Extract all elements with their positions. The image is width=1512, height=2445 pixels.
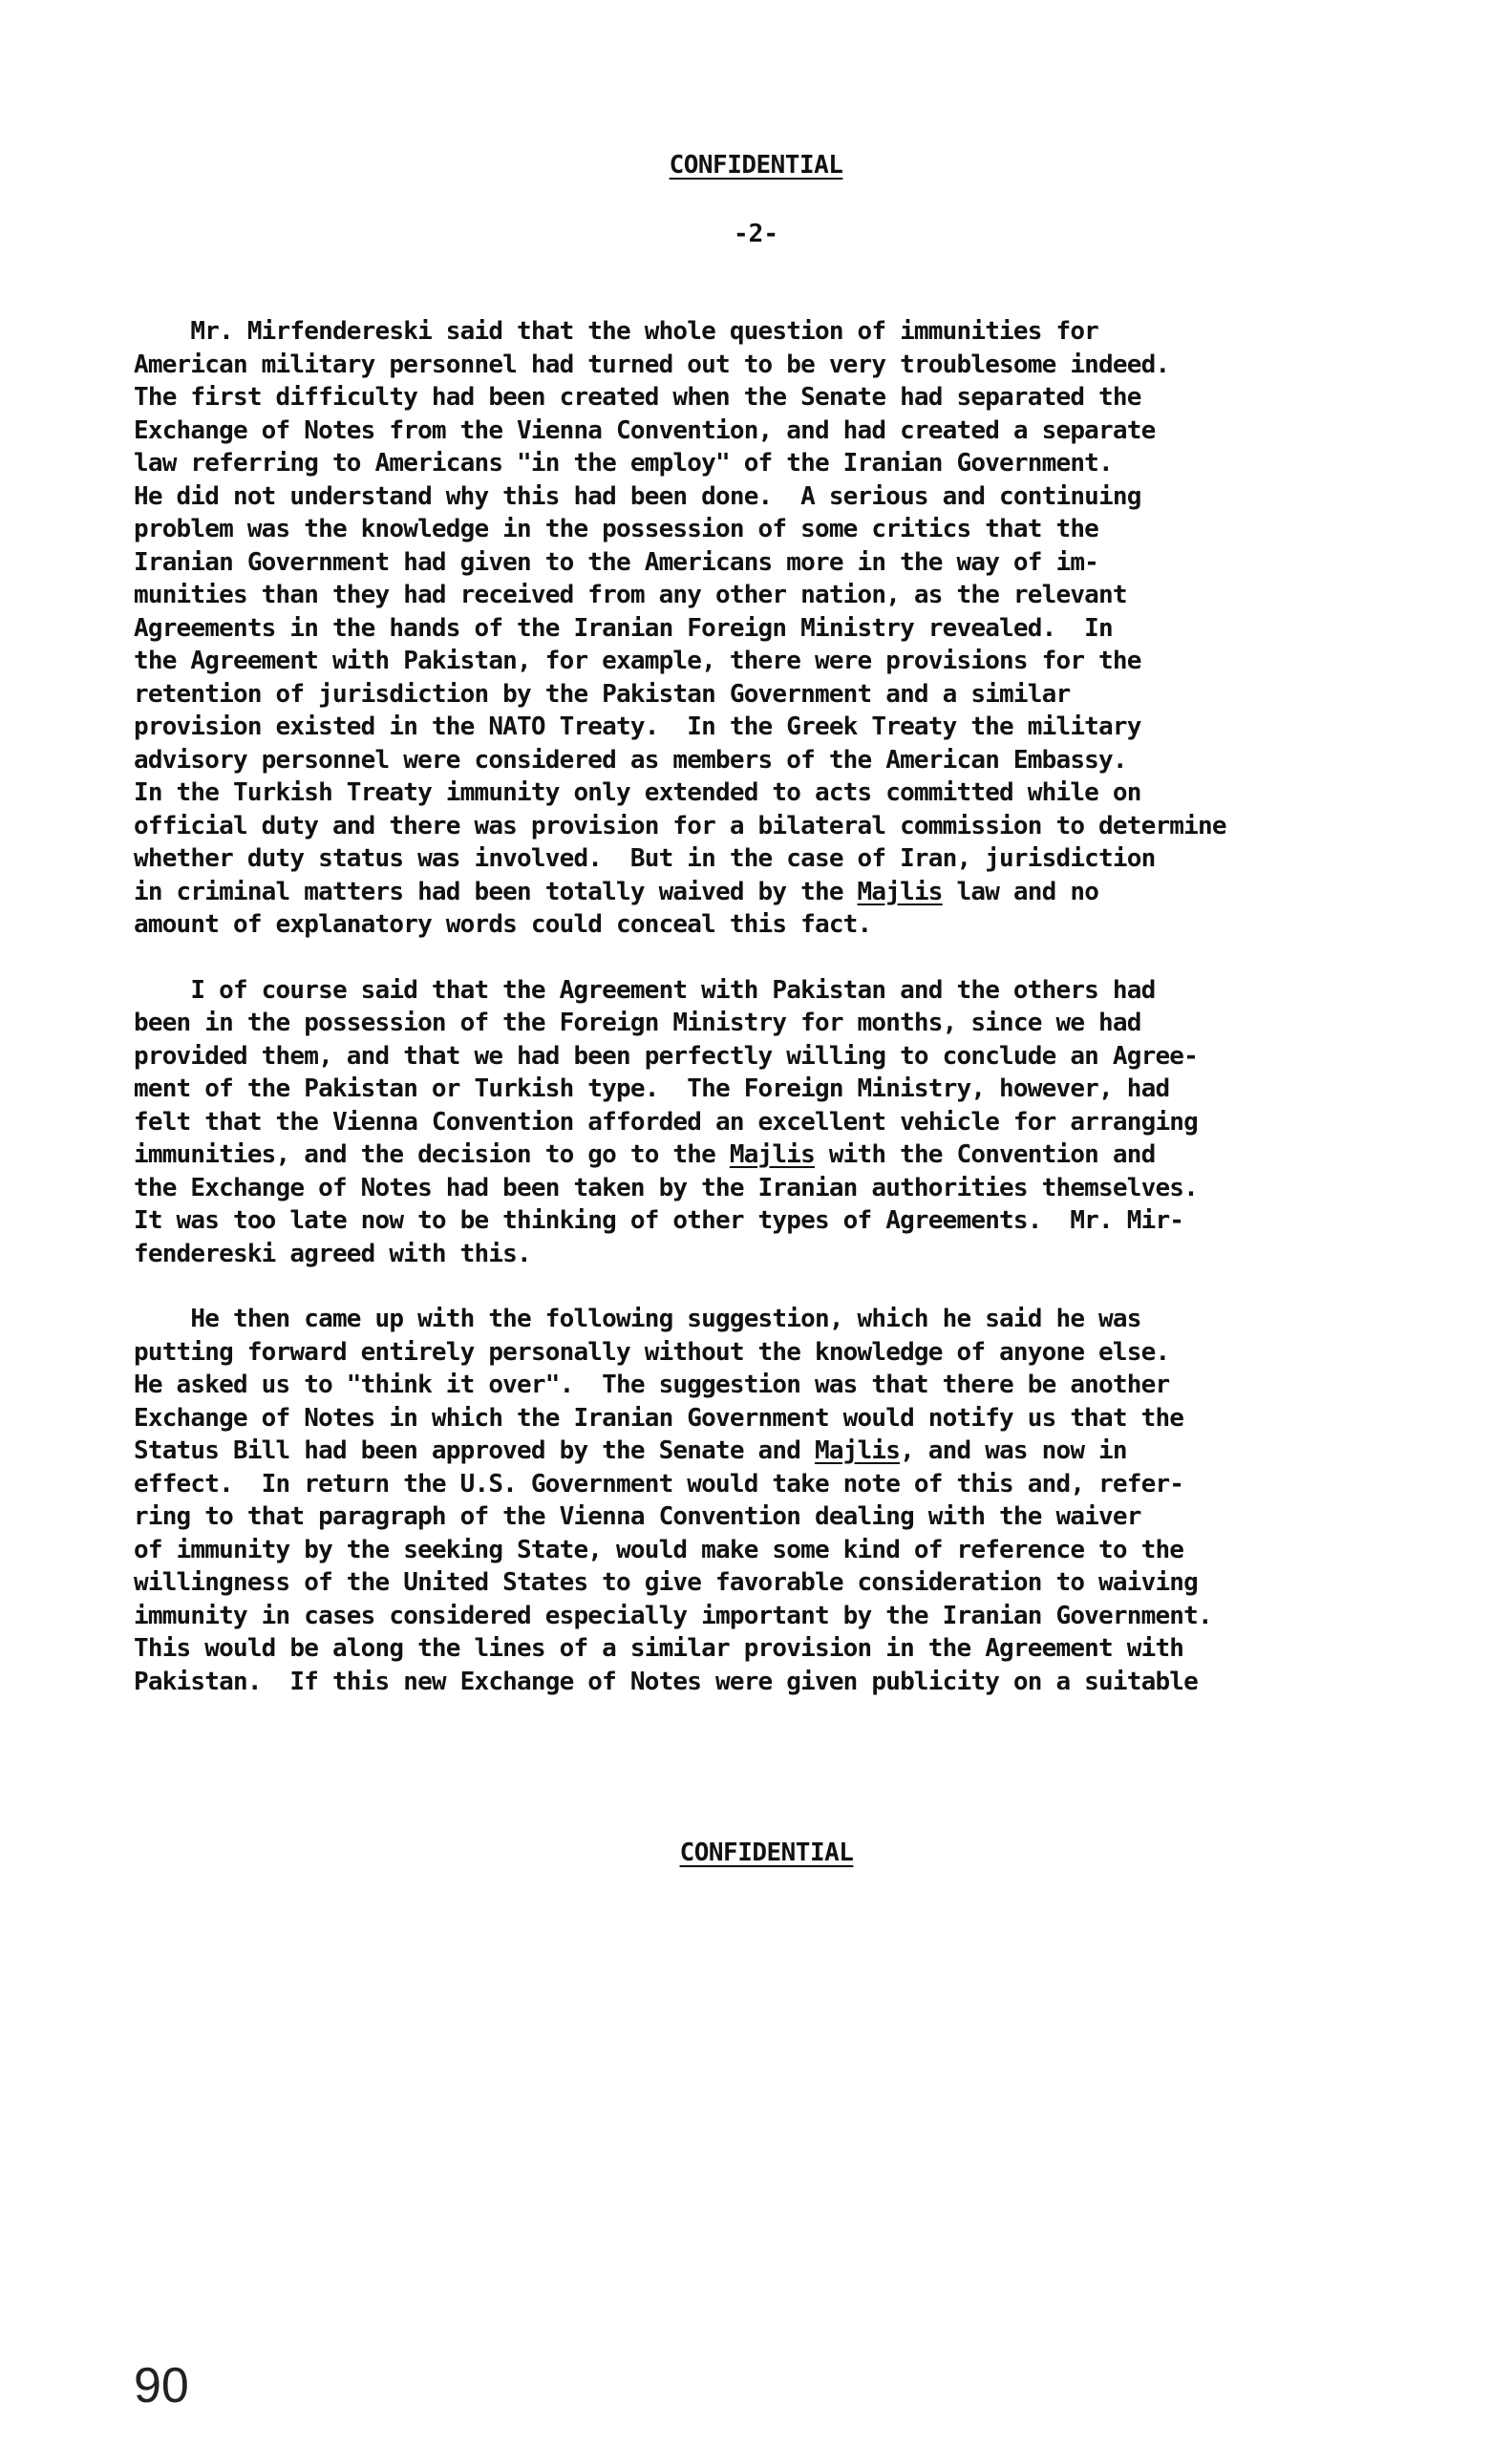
text-line: immunity in cases considered especially important by the Iranian Government. [134, 1601, 1212, 1630]
text-line: He did not understand why this had been done. A serious and continuing [134, 481, 1141, 511]
text-line: The first difficulty had been created when the Senate had separated the [134, 383, 1141, 412]
text-line: ment of the Pakistan or Turkish type. The Foreign Ministry, however, had [134, 1074, 1170, 1103]
text-line: of immunity by the seeking State, would make some kind of reference to the [134, 1535, 1184, 1564]
text-line: In the Turkish Treaty immunity only extended to acts committed while on [134, 778, 1141, 807]
text-line: whether duty status was involved. But in the case of Iran, jurisdiction [134, 844, 1156, 873]
text-line: Exchange of Notes from the Vienna Convention, and had created a separate [134, 415, 1156, 445]
text-line: Agreements in the hands of the Iranian Foreign Ministry revealed. In [134, 613, 1113, 643]
text-line: amount of explanatory words could conceal this fact. [134, 910, 872, 939]
text-line: He then came up with the following suggestion, which he said he was [134, 1305, 1141, 1333]
text-line: effect. In return the U.S. Government would take note of this and, refer- [134, 1469, 1184, 1499]
text-line: retention of jurisdiction by the Pakistan Government and a similar [134, 679, 1071, 709]
document-body [134, 315, 1395, 1731]
text-line: Status Bill had been approved by the Senate and Majlis, and was now in [134, 1436, 1127, 1465]
underlined-term: Majlis [857, 877, 943, 906]
text-line: law referring to Americans "in the employ" of the Iranian Government. [134, 449, 1113, 478]
text-line: Exchange of Notes in which the Iranian Government would notify us that the [134, 1403, 1184, 1433]
text-line: problem was the knowledge in the possession of some critics that the [134, 515, 1099, 543]
text-line: It was too late now to be thinking of other types of Agreements. Mr. Mir- [134, 1206, 1184, 1235]
page-folio: 90 [134, 2358, 189, 2413]
footer-classification-text: CONFIDENTIAL [679, 1839, 854, 1867]
page-marker: -2- [734, 220, 778, 248]
text-line: the Exchange of Notes had been taken by the Iranian authorities themselves. [134, 1173, 1198, 1202]
underlined-term: Majlis [814, 1436, 901, 1465]
text-line: fendereski agreed with this. [134, 1239, 531, 1268]
text-line: provision existed in the NATO Treaty. In the Greek Treaty the military [134, 712, 1141, 741]
text-line: been in the possession of the Foreign Ministry for months, since we had [134, 1009, 1141, 1037]
text-line: Mr. Mirfendereski said that the whole question of immunities for [134, 317, 1099, 346]
text-line: ring to that paragraph of the Vienna Convention dealing with the waiver [134, 1502, 1141, 1531]
paragraph [134, 315, 1395, 942]
text-line: Iranian Government had given to the Americans more in the way of im- [134, 547, 1099, 577]
text-line: immunities, and the decision to go to the Majlis with the Convention and [134, 1140, 1156, 1169]
text-line: the Agreement with Pakistan, for example, there were provisions for the [134, 647, 1141, 675]
text-line: provided them, and that we had been perfectly willing to conclude an Agree- [134, 1041, 1198, 1071]
header-classification-text: CONFIDENTIAL [669, 151, 843, 180]
paragraph [134, 974, 1395, 1271]
text-line: I of course said that the Agreement with Pakistan and the others had [134, 975, 1156, 1005]
paragraph [134, 1303, 1395, 1698]
text-line: This would be along the lines of a similar provision in the Agreement with [134, 1634, 1184, 1663]
text-line: He asked us to "think it over". The suggestion was that there be another [134, 1371, 1170, 1399]
text-line: putting forward entirely personally without the knowledge of anyone else. [134, 1337, 1170, 1367]
text-line: official duty and there was provision for a bilateral commission to determine [134, 811, 1226, 840]
underlined-term: Majlis [729, 1140, 815, 1169]
text-line: munities than they had received from any other nation, as the relevant [134, 581, 1127, 609]
text-line: advisory personnel were considered as members of the American Embassy. [134, 745, 1127, 775]
footer-classification [0, 1839, 1512, 1867]
text-line: willingness of the United States to give favorable consideration to waiving [134, 1568, 1198, 1597]
text-line: felt that the Vienna Convention afforded an excellent vehicle for arranging [134, 1107, 1198, 1137]
text-line: in criminal matters had been totally waived by the Majlis law and no [134, 877, 1099, 906]
text-line: American military personnel had turned out to be very troublesome indeed. [134, 350, 1170, 379]
header-classification [0, 151, 1512, 180]
text-line: Pakistan. If this new Exchange of Notes were given publicity on a suitable [134, 1667, 1198, 1696]
